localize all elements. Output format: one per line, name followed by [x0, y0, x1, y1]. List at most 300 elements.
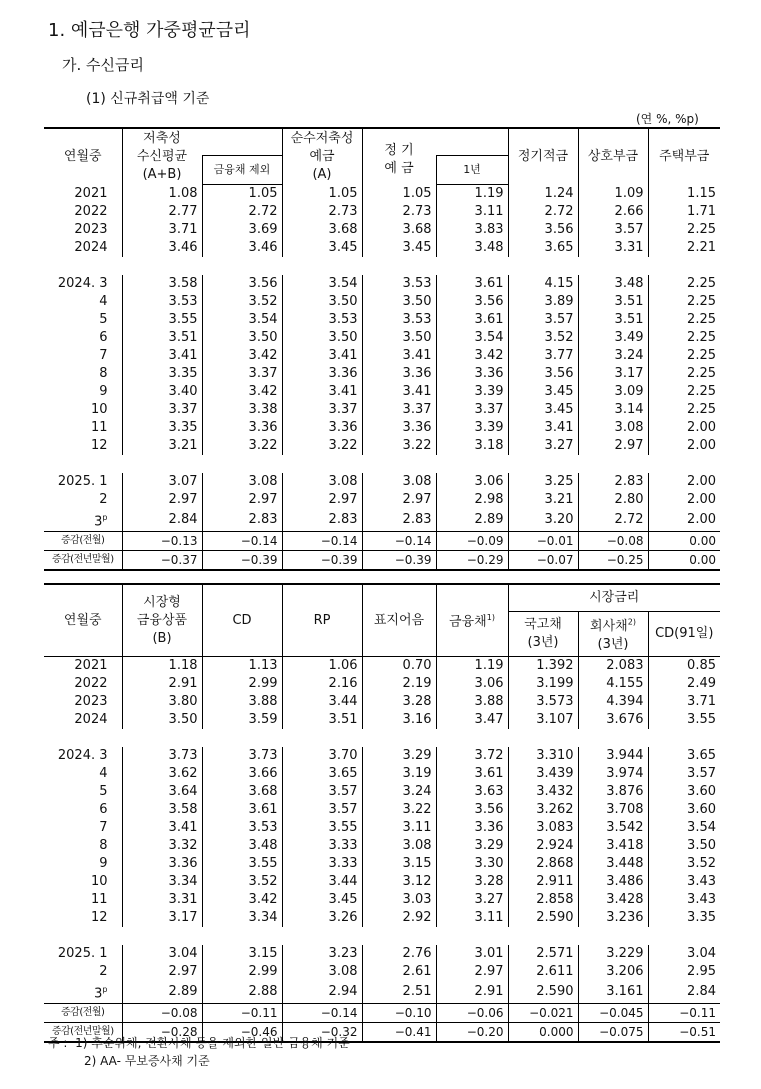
table-cell: 3.39: [436, 383, 508, 401]
footnote-1: 1) 후순위채, 전환사채 등을 제외한 일반 금융채 기준: [75, 1036, 350, 1050]
table-cell: −0.28: [122, 1023, 202, 1043]
table-cell: 0.000: [508, 1023, 578, 1043]
table-cell: −0.021: [508, 1004, 578, 1023]
change-label: 증감(전월): [44, 1004, 122, 1023]
table-cell: 2.97: [436, 963, 508, 981]
table-cell: 3.31: [578, 239, 648, 257]
table-cell: 3.69: [202, 221, 282, 239]
table-cell: 2.16: [282, 675, 362, 693]
table-cell: 3.60: [648, 783, 720, 801]
table-cell: 1.18: [122, 657, 202, 676]
table-cell: 3.36: [436, 819, 508, 837]
row-label: 7: [99, 348, 108, 363]
table-cell: 0.00: [648, 532, 720, 551]
table-cell: 3.66: [202, 765, 282, 783]
table-cell: 3.41: [362, 347, 436, 365]
table-cell: 2.77: [122, 203, 202, 221]
table-cell: 1.19: [436, 185, 508, 204]
col-header-cd91: CD(91일): [648, 612, 720, 657]
table-cell: 3.20: [508, 509, 578, 532]
row-label: 3$^p$: [94, 985, 108, 1002]
table-cell: −0.20: [436, 1023, 508, 1043]
col-header-mutual: 상호부금: [578, 128, 648, 185]
section-title: 가. 수신금리: [62, 56, 144, 74]
row-label: 6: [99, 330, 108, 345]
table-cell: 3.50: [362, 293, 436, 311]
col-header-pure-savings: 순수저축성 예금 (A): [282, 128, 362, 185]
table-cell: 3.80: [122, 693, 202, 711]
table-row: [44, 383, 720, 401]
table-cell: 1.13: [202, 657, 282, 676]
table-row: [44, 801, 720, 819]
table-row: [44, 185, 720, 204]
table-cell: 3.65: [648, 747, 720, 765]
table-cell: 3.708: [578, 801, 648, 819]
table-cell: 3.14: [578, 401, 648, 419]
table-cell: 3.08: [362, 837, 436, 855]
row-label: 7: [99, 820, 108, 835]
table-cell: 3.33: [282, 837, 362, 855]
table-cell: 3.57: [282, 801, 362, 819]
table-cell: 1.392: [508, 657, 578, 676]
page-title: 1. 예금은행 가중평균금리: [48, 20, 251, 41]
table-cell: 3.04: [122, 945, 202, 963]
table-cell: 3.24: [362, 783, 436, 801]
table-cell: 3.56: [202, 275, 282, 293]
table-row: [44, 437, 720, 455]
table-cell: 1.09: [578, 185, 648, 204]
table-cell: −0.46: [202, 1023, 282, 1043]
row-label: 2023: [74, 222, 108, 237]
table-row: [44, 293, 720, 311]
table-cell: 3.23: [282, 945, 362, 963]
table-cell: 3.61: [436, 275, 508, 293]
table-cell: 3.52: [202, 293, 282, 311]
table-cell: 2.83: [362, 509, 436, 532]
table-cell: 3.51: [122, 329, 202, 347]
table-cell: 3.88: [202, 693, 282, 711]
table-cell: 3.57: [648, 765, 720, 783]
table-cell: 3.48: [578, 275, 648, 293]
table-cell: 3.53: [282, 311, 362, 329]
row-label: 2022: [74, 676, 108, 691]
table-row: [44, 747, 720, 765]
change-row: [44, 551, 720, 571]
row-label: 5: [99, 784, 108, 799]
table-row: [44, 783, 720, 801]
table-cell: 2.97: [122, 491, 202, 509]
table-cell: −0.11: [648, 1004, 720, 1023]
table-cell: 3.55: [202, 855, 282, 873]
table-cell: 3.432: [508, 783, 578, 801]
table-cell: 2.76: [362, 945, 436, 963]
table-cell: 3.53: [202, 819, 282, 837]
table-cell: −0.075: [578, 1023, 648, 1043]
table-cell: 3.11: [436, 909, 508, 927]
table-cell: 2.72: [508, 203, 578, 221]
table-cell: 3.55: [122, 311, 202, 329]
table-cell: 3.52: [648, 855, 720, 873]
table-cell: 3.36: [362, 419, 436, 437]
row-label: 2: [99, 492, 108, 507]
table-cell: 2.61: [362, 963, 436, 981]
table-cell: 3.35: [122, 419, 202, 437]
table-cell: 3.56: [508, 365, 578, 383]
row-label: 2024. 3: [57, 748, 108, 763]
table-cell: 2.92: [362, 909, 436, 927]
table-cell: 3.61: [436, 765, 508, 783]
col-header-market-rates: 시장금리: [508, 584, 720, 612]
table-cell: 2.89: [436, 509, 508, 532]
table-cell: 4.15: [508, 275, 578, 293]
table-cell: 3.41: [122, 819, 202, 837]
table-cell: 2.97: [282, 491, 362, 509]
table-cell: 3.65: [508, 239, 578, 257]
change-label: 증감(전년말월): [44, 551, 122, 571]
table-cell: 0.70: [362, 657, 436, 676]
table-cell: 3.64: [122, 783, 202, 801]
table-cell: 2.51: [362, 981, 436, 1004]
change-row: [44, 532, 720, 551]
row-label: 2021: [74, 658, 108, 673]
table-row: [44, 909, 720, 927]
table-cell: 2.95: [648, 963, 720, 981]
table-cell: 2.97: [578, 437, 648, 455]
row-label: 11: [90, 892, 108, 907]
table-cell: 3.41: [122, 347, 202, 365]
col-header-1year: 1년: [436, 156, 508, 185]
deposit-rates-table: [44, 127, 720, 571]
table-cell: 3.44: [282, 693, 362, 711]
row-label: 2024: [74, 712, 108, 727]
table-cell: 2.91: [122, 675, 202, 693]
table-cell: 3.19: [362, 765, 436, 783]
table-cell: 3.083: [508, 819, 578, 837]
table-cell: −0.06: [436, 1004, 508, 1023]
table-cell: 3.36: [282, 419, 362, 437]
table-cell: 3.58: [122, 801, 202, 819]
table-cell: 3.439: [508, 765, 578, 783]
col-header-corporate: 회사채$^{2)}$ (3년): [578, 612, 648, 657]
table-cell: 3.31: [122, 891, 202, 909]
table-cell: 3.56: [508, 221, 578, 239]
row-label: 5: [99, 312, 108, 327]
table-cell: 3.54: [202, 311, 282, 329]
table-cell: 3.45: [508, 383, 578, 401]
table-cell: 3.37: [282, 401, 362, 419]
table-cell: −0.13: [122, 532, 202, 551]
table-cell: 3.08: [282, 963, 362, 981]
table-cell: 3.18: [436, 437, 508, 455]
table-cell: 3.17: [122, 909, 202, 927]
table-cell: 3.37: [362, 401, 436, 419]
table-cell: 3.262: [508, 801, 578, 819]
table-cell: 2.590: [508, 981, 578, 1004]
table-cell: −0.08: [578, 532, 648, 551]
table-cell: 1.19: [436, 657, 508, 676]
table-cell: 3.42: [202, 347, 282, 365]
table-cell: 2.00: [648, 437, 720, 455]
subsection-title: (1) 신규취급액 기준: [86, 91, 210, 107]
table-cell: 3.24: [578, 347, 648, 365]
table-cell: 3.03: [362, 891, 436, 909]
table-cell: 2.84: [122, 509, 202, 532]
table-row: [44, 239, 720, 257]
table-cell: 2.99: [202, 963, 282, 981]
row-label: 11: [90, 420, 108, 435]
table-cell: 3.60: [648, 801, 720, 819]
table-cell: 2.84: [648, 981, 720, 1004]
footnote-2: 2) AA- 무보증사채 기준: [84, 1054, 210, 1068]
table-cell: −0.01: [508, 532, 578, 551]
unit-label: (연 %, %p): [636, 112, 699, 126]
table-cell: 2.25: [648, 311, 720, 329]
table-cell: 3.21: [508, 491, 578, 509]
table-cell: 3.41: [282, 347, 362, 365]
table-row: [44, 509, 720, 532]
table-cell: 3.68: [202, 783, 282, 801]
table-cell: 3.57: [282, 783, 362, 801]
table-cell: 3.46: [122, 239, 202, 257]
table-cell: 2.97: [362, 491, 436, 509]
table-row: [44, 963, 720, 981]
table-cell: 3.676: [578, 711, 648, 729]
table-cell: 3.486: [578, 873, 648, 891]
row-label: 6: [99, 802, 108, 817]
table-cell: −0.07: [508, 551, 578, 571]
table-row: [44, 473, 720, 491]
table-cell: 3.21: [122, 437, 202, 455]
row-label: 9: [99, 856, 108, 871]
table-row: [44, 311, 720, 329]
table-row: [44, 891, 720, 909]
change-label: 증감(전월): [44, 532, 122, 551]
table-cell: 4.394: [578, 693, 648, 711]
table-row: [44, 837, 720, 855]
table-cell: 2.89: [122, 981, 202, 1004]
col-header-cd: CD: [202, 584, 282, 657]
table-cell: 1.05: [202, 185, 282, 204]
table-cell: 3.47: [436, 711, 508, 729]
table-cell: 3.54: [282, 275, 362, 293]
table-cell: 3.50: [648, 837, 720, 855]
market-rates-table: [44, 583, 720, 1043]
col-header-savings-avg: 저축성 수신평균 (A+B): [122, 128, 202, 185]
row-label: 4: [99, 294, 108, 309]
table-cell: 3.22: [202, 437, 282, 455]
col-header-excl-bank-debentures: 금융채 제외: [202, 156, 282, 185]
table-cell: 3.199: [508, 675, 578, 693]
table-cell: 2.083: [578, 657, 648, 676]
row-label: 12: [90, 910, 108, 925]
table-cell: 3.50: [122, 711, 202, 729]
table-row: [44, 221, 720, 239]
table-row: [44, 711, 720, 729]
table-cell: 3.22: [362, 801, 436, 819]
table-cell: 3.59: [202, 711, 282, 729]
table-cell: 3.448: [578, 855, 648, 873]
table-row: [44, 855, 720, 873]
table-cell: 3.56: [436, 293, 508, 311]
table-row: [44, 365, 720, 383]
table-cell: 3.37: [122, 401, 202, 419]
table-cell: 3.236: [578, 909, 648, 927]
table-cell: −0.11: [202, 1004, 282, 1023]
table-cell: 2.911: [508, 873, 578, 891]
table-row: [44, 819, 720, 837]
table-cell: 2.19: [362, 675, 436, 693]
table-cell: 3.48: [436, 239, 508, 257]
table-cell: 2.924: [508, 837, 578, 855]
table-row: [44, 491, 720, 509]
table-cell: −0.14: [362, 532, 436, 551]
table-cell: 3.944: [578, 747, 648, 765]
table-cell: 3.11: [436, 203, 508, 221]
row-label: 12: [90, 438, 108, 453]
table-cell: 2.21: [648, 239, 720, 257]
table-cell: 3.310: [508, 747, 578, 765]
change-label: 증감(전년말월): [44, 1023, 122, 1043]
table-cell: 2.83: [578, 473, 648, 491]
table-cell: 3.34: [122, 873, 202, 891]
row-label: 2022: [74, 204, 108, 219]
table-cell: 2.25: [648, 365, 720, 383]
table-cell: 3.27: [508, 437, 578, 455]
table-cell: 3.39: [436, 419, 508, 437]
table-cell: 3.52: [508, 329, 578, 347]
table-cell: 3.542: [578, 819, 648, 837]
table-row: [44, 657, 720, 676]
table-cell: −0.39: [362, 551, 436, 571]
table-cell: 2.88: [202, 981, 282, 1004]
table-cell: 1.06: [282, 657, 362, 676]
table-cell: 2.25: [648, 329, 720, 347]
col-header-treasury: 국고채 (3년): [508, 612, 578, 657]
table-cell: 3.16: [362, 711, 436, 729]
col-header-installment: 정기적금: [508, 128, 578, 185]
table-cell: 3.29: [362, 747, 436, 765]
table-cell: 3.54: [648, 819, 720, 837]
table-cell: 2.868: [508, 855, 578, 873]
table-cell: −0.39: [202, 551, 282, 571]
table-cell: 3.01: [436, 945, 508, 963]
table-cell: 3.43: [648, 873, 720, 891]
change-row: [44, 1004, 720, 1023]
table-cell: 3.44: [282, 873, 362, 891]
row-label: 8: [99, 838, 108, 853]
table-cell: 2.73: [282, 203, 362, 221]
table-cell: 3.28: [436, 873, 508, 891]
table-cell: 2.73: [362, 203, 436, 221]
table-cell: 2.25: [648, 347, 720, 365]
table-cell: 2.858: [508, 891, 578, 909]
table-cell: 3.36: [282, 365, 362, 383]
table-cell: 3.33: [282, 855, 362, 873]
table-cell: 2.91: [436, 981, 508, 1004]
table-cell: 3.28: [362, 693, 436, 711]
table-cell: 3.65: [282, 765, 362, 783]
row-label: 10: [90, 402, 108, 417]
col-header-housing: 주택부금: [648, 128, 720, 185]
table-cell: 3.83: [436, 221, 508, 239]
table-cell: 2.25: [648, 383, 720, 401]
table-cell: 3.55: [648, 711, 720, 729]
table-cell: −0.37: [122, 551, 202, 571]
col-header-rp: RP: [282, 584, 362, 657]
table-cell: 2.83: [202, 509, 282, 532]
table-cell: 3.77: [508, 347, 578, 365]
table-cell: 3.40: [122, 383, 202, 401]
table-cell: 2.94: [282, 981, 362, 1004]
row-label: 9: [99, 384, 108, 399]
table-cell: 3.428: [578, 891, 648, 909]
table-cell: −0.08: [122, 1004, 202, 1023]
table-cell: 3.09: [578, 383, 648, 401]
table-cell: 2.72: [202, 203, 282, 221]
table-cell: 3.53: [362, 311, 436, 329]
table-cell: 3.88: [436, 693, 508, 711]
table-cell: 4.155: [578, 675, 648, 693]
footnotes: 주 : 1) 후순위채, 전환사채 등을 제외한 일반 금융채 기준 2) AA- 무보증사채 기준: [48, 1036, 350, 1068]
col-header-cp: 표지어음: [362, 584, 436, 657]
table-row: [44, 873, 720, 891]
table-cell: 2.83: [282, 509, 362, 532]
table-cell: 3.418: [578, 837, 648, 855]
table-cell: 0.85: [648, 657, 720, 676]
table-cell: 3.50: [282, 329, 362, 347]
table-cell: 3.30: [436, 855, 508, 873]
table-cell: −0.14: [282, 532, 362, 551]
table-cell: 3.73: [122, 747, 202, 765]
table-row: [44, 203, 720, 221]
table-cell: 1.05: [282, 185, 362, 204]
table-cell: 2.00: [648, 419, 720, 437]
table-cell: 3.73: [202, 747, 282, 765]
table-cell: 2.97: [122, 963, 202, 981]
table-cell: 3.46: [202, 239, 282, 257]
table-cell: 3.32: [122, 837, 202, 855]
table-cell: 1.08: [122, 185, 202, 204]
table-cell: 3.876: [578, 783, 648, 801]
table-cell: 3.29: [436, 837, 508, 855]
table-cell: 3.08: [362, 473, 436, 491]
table-row: [44, 765, 720, 783]
table-cell: 3.45: [282, 891, 362, 909]
table-cell: 3.26: [282, 909, 362, 927]
table-cell: 3.48: [202, 837, 282, 855]
table-cell: −0.09: [436, 532, 508, 551]
col-header-period: 연월중: [44, 584, 122, 657]
table-cell: 3.54: [436, 329, 508, 347]
table-cell: −0.045: [578, 1004, 648, 1023]
table-cell: 3.89: [508, 293, 578, 311]
table-cell: 3.45: [282, 239, 362, 257]
table-cell: 3.08: [578, 419, 648, 437]
table-cell: 1.71: [648, 203, 720, 221]
table-cell: 3.38: [202, 401, 282, 419]
table-cell: 3.51: [578, 293, 648, 311]
table-row: [44, 675, 720, 693]
table-cell: 3.50: [202, 329, 282, 347]
table-cell: 3.161: [578, 981, 648, 1004]
table-cell: 3.07: [122, 473, 202, 491]
table-cell: 3.53: [122, 293, 202, 311]
table-cell: 3.42: [202, 891, 282, 909]
table-cell: 3.573: [508, 693, 578, 711]
table-row: [44, 329, 720, 347]
table-cell: 3.04: [648, 945, 720, 963]
table-cell: 3.51: [578, 311, 648, 329]
